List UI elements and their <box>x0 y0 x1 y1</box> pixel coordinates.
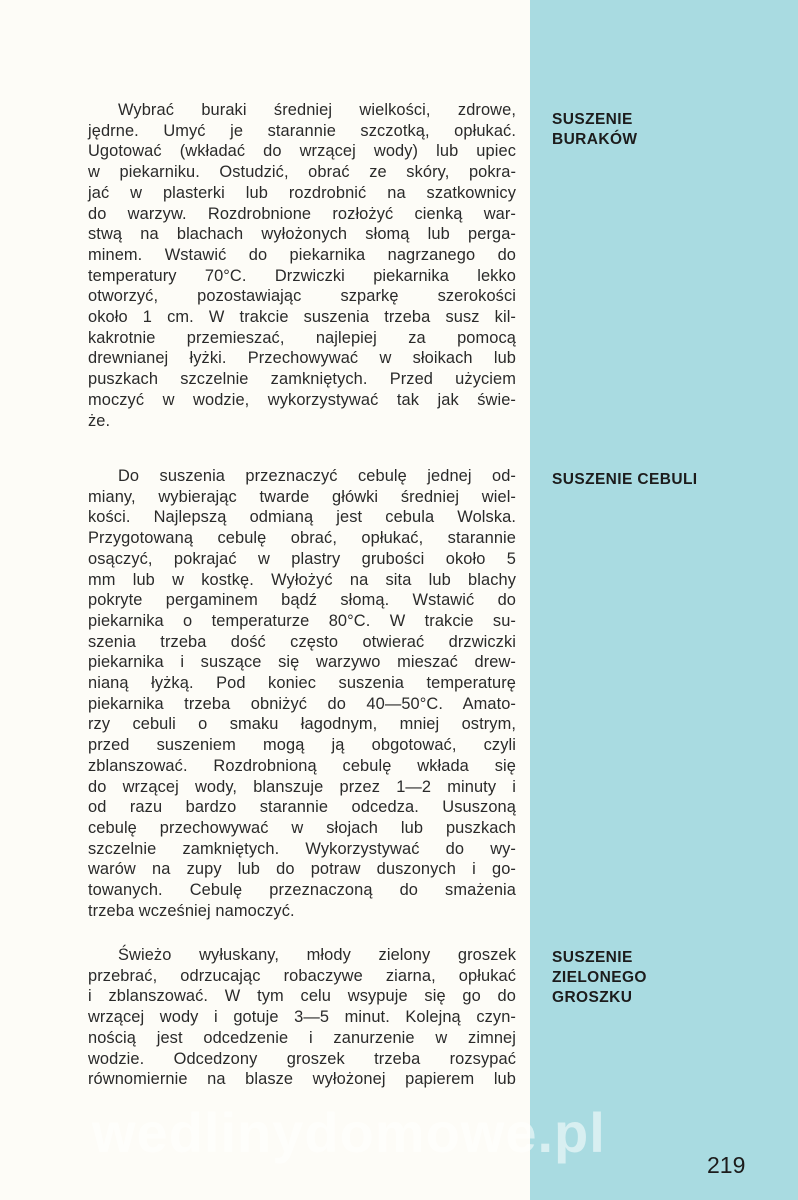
text-line: Przygotowaną cebulę obrać, opłukać, starannie <box>88 529 516 548</box>
heading-line: GROSZKU <box>552 989 633 1006</box>
sidebar-color-band <box>530 0 798 1200</box>
text-line: wodzie. Odcedzony groszek trzeba rozsypać <box>88 1049 516 1068</box>
text-line: jędrne. Umyć je starannie szczotką, opłukać. <box>88 121 516 140</box>
heading-line: BURAKÓW <box>552 131 638 148</box>
text-line: szenia trzeba dość często otwierać drzwiczki <box>88 632 516 651</box>
text-line: temperatury 70°C. Drzwiczki piekarnika lekko <box>88 266 516 285</box>
text-line: i zblanszować. W tym celu wsypuje się go do <box>88 987 516 1006</box>
text-line: jać w plasterki lub rozdrobnić na szatkownicy <box>88 183 516 202</box>
text-line: że. <box>88 411 111 430</box>
text-line: stwą na blachach wyłożonych słomą lub perga- <box>88 225 516 244</box>
text-line: w piekarniku. Ostudzić, obrać ze skóry, pokra- <box>88 163 516 182</box>
text-line: towanych. Cebulę przeznaczoną do smażenia <box>88 881 516 900</box>
text-line: wrzącej wody i gotuje 3—5 minut. Kolejną czyn- <box>88 1008 516 1027</box>
text-line: pokryte pergaminem bądź słomą. Wstawić do <box>88 591 516 610</box>
text-line: zblanszować. Rozdrobnioną cebulę wkłada się <box>88 756 516 775</box>
text-line: kości. Najlepszą odmianą jest cebula Wolska. <box>88 508 516 527</box>
text-line: drewnianej łyżki. Przechowywać w słoikach lub <box>88 349 516 368</box>
text-line: od razu bardzo starannie odcedza. Ususzoną <box>88 798 516 817</box>
text-line: warów na zupy lub do potraw duszonych i go- <box>88 860 516 879</box>
text-line: mm lub w kostkę. Wyłożyć na sita lub blachy <box>88 570 516 589</box>
text-line: piekarnika o temperaturze 80°C. W trakcie su- <box>88 611 516 630</box>
page-number: 219 <box>707 1152 746 1178</box>
text-line: Do suszenia przeznaczyć cebulę jednej od- <box>118 467 516 485</box>
text-line: Wybrać buraki średniej wielkości, zdrowe, <box>118 101 516 119</box>
text-line: moczyć w wodzie, wykorzystywać tak jak świe- <box>88 390 516 409</box>
text-line: nianą łyżką. Pod koniec suszenia temperaturę <box>88 674 516 693</box>
text-line: otworzyć, pozostawiając szparkę szerokości <box>88 287 516 306</box>
text-line: nością jest odcedzenie i zanurzenie w zimnej <box>88 1028 516 1047</box>
text-line: do wrzącej wody, blanszuje przez 1—2 minuty i <box>88 777 516 796</box>
section-1-heading <box>552 110 637 150</box>
text-line: trzeba wcześniej namoczyć. <box>88 901 295 920</box>
text-line: osączyć, pokrajać w plastry grubości około 5 <box>88 549 516 568</box>
heading-line: SUSZENIE <box>552 111 633 128</box>
text-line: Świeżo wyłuskany, młody zielony groszek <box>118 946 516 964</box>
watermark: wedlinydomowe.pl <box>92 1101 606 1164</box>
text-line: piekarnika i suszące się warzywo mieszać drew- <box>88 653 516 672</box>
text-line: piekarnika trzeba obniżyć do 40—50°C. Amato- <box>88 694 516 713</box>
text-line: do warzyw. Rozdrobnione rozłożyć cienką war- <box>88 204 516 223</box>
text-line: przebrać, odrzucając robaczywe ziarna, opłukać <box>88 966 516 985</box>
text-line: równomiernie na blasze wyłożonej papierem lub <box>88 1070 516 1089</box>
section-2-text <box>88 466 516 921</box>
section-1-text <box>88 100 516 431</box>
text-line: puszkach szczelnie zamkniętych. Przed użyciem <box>88 370 516 389</box>
text-line: szczelnie zamkniętych. Wykorzystywać do wy- <box>88 839 516 858</box>
text-line: około 1 cm. W trakcie suszenia trzeba susz kil- <box>88 308 516 327</box>
section-2-heading <box>552 470 698 490</box>
text-line: rzy cebuli o smaku łagodnym, mniej ostrym, <box>88 715 516 734</box>
text-line: kakrotnie przemieszać, najlepiej za pomocą <box>88 328 516 347</box>
heading-line: SUSZENIE <box>552 949 633 966</box>
section-3-heading <box>552 948 647 1008</box>
text-line: miany, wybierając twarde główki średniej wiel- <box>88 487 516 506</box>
text-line: minem. Wstawić do piekarnika nagrzanego do <box>88 245 516 264</box>
text-line: cebulę przechowywać w słojach lub puszkach <box>88 818 516 837</box>
text-line: przed suszeniem mogą ją obgotować, czyli <box>88 736 516 755</box>
heading-line: SUSZENIE CEBULI <box>552 471 698 488</box>
section-3-text <box>88 945 516 1090</box>
text-line: Ugotować (wkładać do wrzącej wody) lub upiec <box>88 142 516 161</box>
heading-line: ZIELONEGO <box>552 969 647 986</box>
